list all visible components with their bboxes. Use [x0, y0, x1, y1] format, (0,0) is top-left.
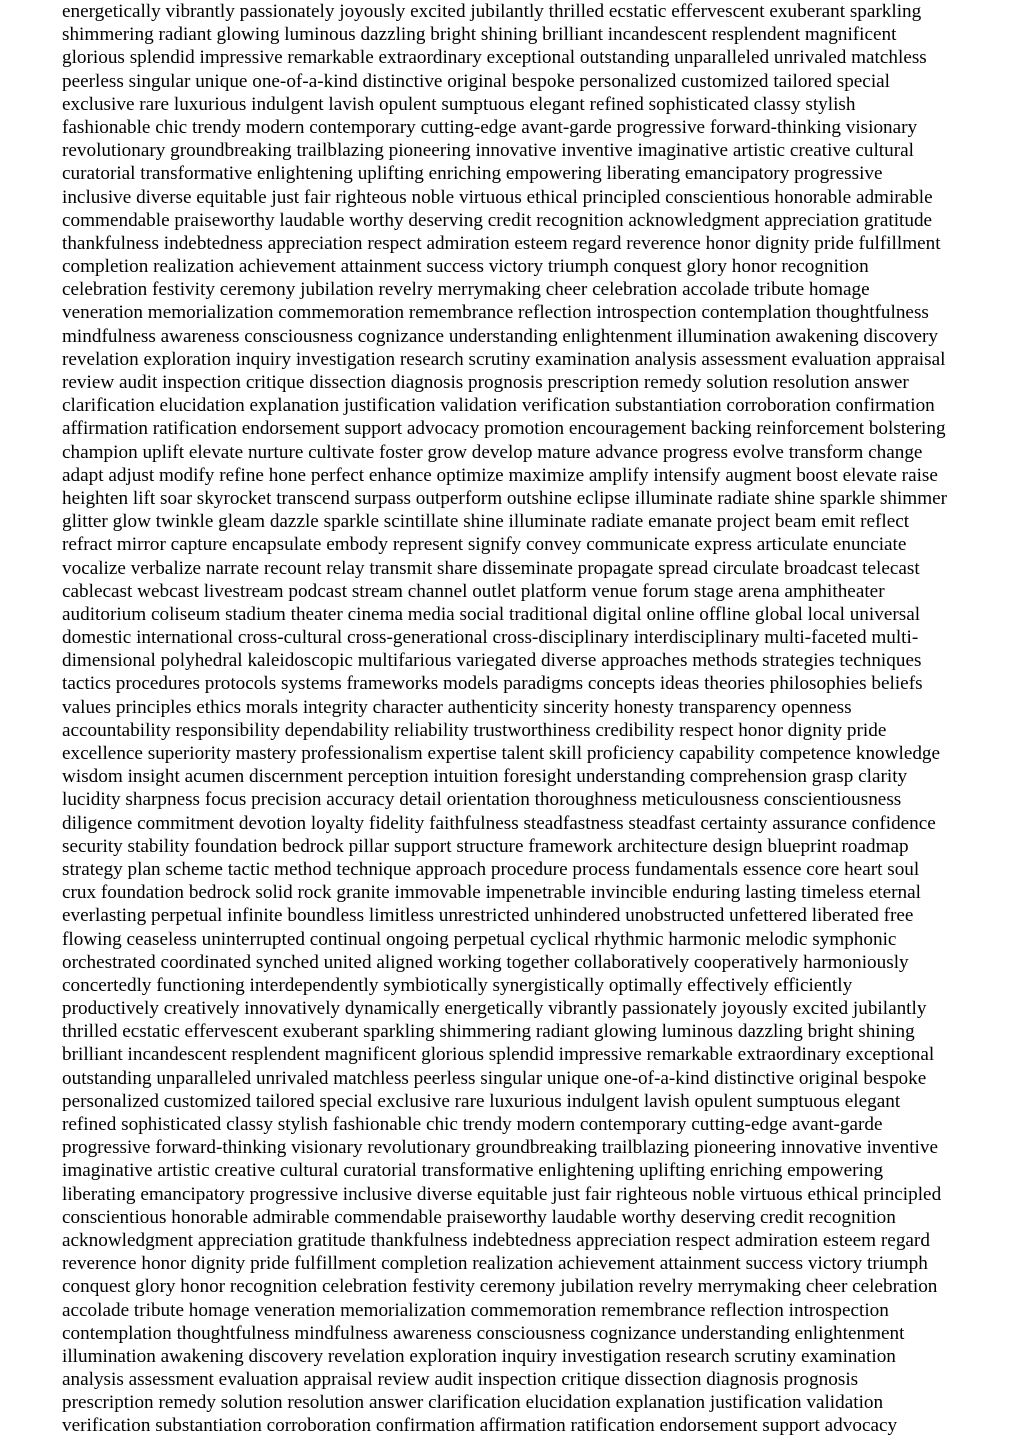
text-line: wisdom insight acumen discernment perception intuition foresight understanding comprehension grasp clarity — [62, 766, 908, 788]
text-line: completion realization achievement attainment success victory triumph conquest glory honor recognition — [62, 256, 869, 278]
text-line: imaginative artistic creative cultural curatorial transformative enlightening uplifting enriching empowering — [62, 1160, 884, 1182]
text-line: everlasting perpetual infinite boundless limitless unrestricted unhindered unobstructed unfettered liberated free — [62, 905, 914, 927]
text-line: glitter glow twinkle gleam dazzle sparkle scintillate shine illuminate radiate emanate project beam emit reflect — [62, 511, 910, 533]
text-line: cablecast webcast livestream podcast stream channel outlet platform venue forum stage arena amphitheater — [62, 580, 885, 602]
text-line: conscientious honorable admirable commendable praiseworthy laudable worthy deserving credit recognition — [62, 1206, 896, 1228]
text-line: glorious splendid impressive remarkable extraordinary exceptional outstanding unparalleled unrivaled matchless — [62, 47, 927, 69]
text-line: curatorial transformative enlightening uplifting enriching empowering liberating emancipatory progressive — [62, 163, 883, 185]
text-line: acknowledgment appreciation gratitude thankfulness indebtedness appreciation respect admiration esteem regard — [62, 1229, 930, 1251]
text-line: tactics procedures protocols systems frameworks models paradigms concepts ideas theories philosophies beliefs — [62, 673, 923, 695]
text-line: orchestrated coordinated synched united aligned working together collaboratively cooperatively harmoniously — [62, 951, 909, 973]
text-line: vocalize verbalize narrate recount relay transmit share disseminate propagate spread circulate broadcast telecast — [62, 557, 920, 579]
text-line: accountability responsibility dependability reliability trustworthiness credibility respect honor dignity pride — [62, 719, 887, 741]
text-line: mindfulness awareness consciousness cognizance understanding enlightenment illumination awakening discovery — [62, 325, 939, 347]
text-line: thankfulness indebtedness appreciation respect admiration esteem regard reverence honor dignity pride fulfillment — [62, 232, 941, 254]
text-line: exclusive rare luxurious indulgent lavish opulent sumptuous elegant refined sophisticated classy stylish — [62, 93, 856, 115]
text-line: conquest glory honor recognition celebration festivity ceremony jubilation revelry merrymaking cheer celebration — [62, 1276, 938, 1298]
text-line: revelation exploration inquiry investigation research scrutiny examination analysis assessment evaluation appraisal — [62, 348, 946, 370]
text-line: heighten lift soar skyrocket transcend surpass outperform outshine eclipse illuminate radiate shine sparkle shimmer — [62, 487, 948, 509]
text-line: accolade tribute homage veneration memorialization commemoration remembrance reflection introspection — [62, 1299, 889, 1321]
text-line: celebration festivity ceremony jubilation revelry merrymaking cheer celebration accolade tribute homage — [62, 279, 870, 301]
text-line: peerless singular unique one-of-a-kind distinctive original bespoke personalized customized tailored special — [62, 70, 890, 92]
text-line: strategy plan scheme tactic method technique approach procedure process fundamentals essence core heart soul — [62, 858, 920, 880]
text-line: concertedly functioning interdependently symbiotically synergistically optimally effectively efficiently — [62, 974, 853, 996]
text-line: refract mirror capture encapsulate embody represent signify convey communicate express articulate enunciate — [62, 534, 907, 556]
text-line: values principles ethics morals integrity character authenticity sincerity honesty transparency openness — [62, 696, 852, 718]
text-line: productively creatively innovatively dynamically energetically vibrantly passionately joyously excited jubilantly — [62, 998, 927, 1020]
text-line: revolutionary groundbreaking trailblazing pioneering innovative inventive imaginative artistic creative cultural — [62, 140, 914, 162]
text-line: shimmering radiant glowing luminous dazzling bright shining brilliant incandescent resplendent magnificent — [62, 24, 897, 46]
text-line: champion uplift elevate nurture cultivate foster grow develop mature advance progress evolve transform change — [62, 441, 923, 463]
text-line: clarification elucidation explanation justification validation verification substantiation corroboration confirmation — [62, 395, 935, 417]
text-line: analysis assessment evaluation appraisal review audit inspection critique dissection diagnosis prognosis — [62, 1369, 859, 1391]
text-line: reverence honor dignity pride fulfillment completion realization achievement attainment success victory triumph — [62, 1253, 928, 1275]
text-line: security stability foundation bedrock pillar support structure framework architecture design blueprint roadmap — [62, 835, 909, 857]
text-line: inclusive diverse equitable just fair righteous noble virtuous ethical principled conscientious honorable admirable — [62, 186, 933, 208]
text-line: contemplation thoughtfulness mindfulness awareness consciousness cognizance understanding enlightenment — [62, 1322, 905, 1344]
document-page — [62, 0, 1017, 1438]
text-line: diligence commitment devotion loyalty fidelity faithfulness steadfastness steadfast certainty assurance confidence — [62, 812, 936, 834]
text-line: brilliant incandescent resplendent magnificent glorious splendid impressive remarkable extraordinary exceptional — [62, 1044, 935, 1066]
text-line: fashionable chic trendy modern contemporary cutting-edge avant-garde progressive forward-thinking visionary — [62, 116, 918, 138]
text-line: illumination awakening discovery revelation exploration inquiry investigation research scrutiny examination — [62, 1345, 896, 1367]
text-line: energetically vibrantly passionately joyously excited jubilantly thrilled ecstatic effervescent exuberant sparkling — [62, 1, 922, 22]
text-line: veneration memorialization commemoration remembrance reflection introspection contemplation thoughtfulness — [62, 302, 929, 324]
text-line: dimensional polyhedral kaleidoscopic multifarious variegated diverse approaches methods strategies techniques — [62, 650, 922, 672]
text-line: personalized customized tailored special exclusive rare luxurious indulgent lavish opulent sumptuous elegant — [62, 1090, 901, 1112]
text-line: verification substantiation corroboration confirmation affirmation ratification endorsement support advocacy — [62, 1415, 898, 1437]
text-line: liberating emancipatory progressive inclusive diverse equitable just fair righteous noble virtuous ethical principled — [62, 1183, 942, 1205]
text-line: domestic international cross-cultural cross-generational cross-disciplinary interdisciplinary multi-faceted multi- — [62, 627, 919, 649]
text-line: lucidity sharpness focus precision accuracy detail orientation thoroughness meticulousness conscientiousness — [62, 789, 902, 811]
text-line: thrilled ecstatic effervescent exuberant sparkling shimmering radiant glowing luminous dazzling bright shining — [62, 1021, 915, 1043]
text-line: review audit inspection critique dissection diagnosis prognosis prescription remedy solution resolution answer — [62, 372, 909, 393]
text-line: commendable praiseworthy laudable worthy deserving credit recognition acknowledgment appreciation gratitude — [62, 209, 933, 231]
text-line: outstanding unparalleled unrivaled matchless peerless singular unique one-of-a-kind distinctive original bespoke — [62, 1067, 927, 1089]
text-line: progressive forward-thinking visionary revolutionary groundbreaking trailblazing pioneering innovative inventive — [62, 1137, 938, 1159]
text-line: affirmation ratification endorsement support advocacy promotion encouragement backing reinforcement bolstering — [62, 418, 946, 440]
text-line: crux foundation bedrock solid rock granite immovable impenetrable invincible enduring lasting timeless eternal — [62, 882, 921, 904]
text-line: flowing ceaseless uninterrupted continual ongoing perpetual cyclical rhythmic harmonic melodic symphonic — [62, 928, 897, 950]
text-line: auditorium coliseum stadium theater cinema media social traditional digital online offline global local universal — [62, 603, 921, 625]
text-line: refined sophisticated classy stylish fashionable chic trendy modern contemporary cutting-edge avant-garde — [62, 1114, 883, 1135]
text-line: adapt adjust modify refine hone perfect enhance optimize maximize amplify intensify augment boost elevate raise — [62, 464, 938, 486]
text-line: prescription remedy solution resolution answer clarification elucidation explanation justification validation — [62, 1392, 884, 1414]
text-line: excellence superiority mastery professionalism expertise talent skill proficiency capability competence knowledge — [62, 743, 941, 764]
text-body — [62, 0, 1017, 1438]
